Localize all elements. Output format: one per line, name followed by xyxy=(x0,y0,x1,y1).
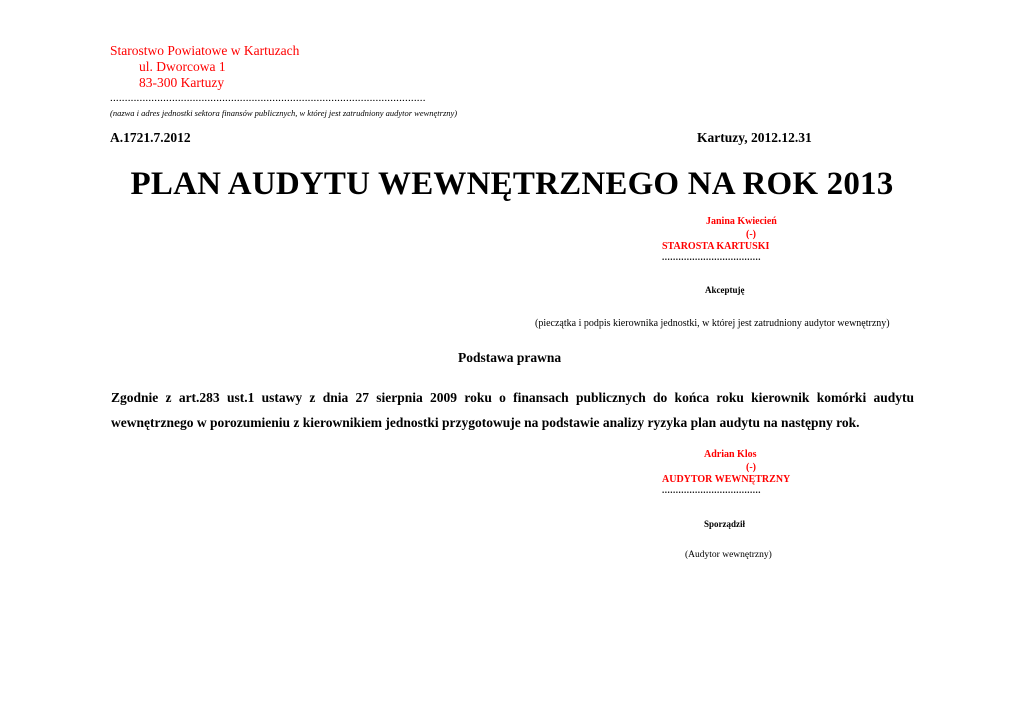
approval-label: Akceptuję xyxy=(705,285,745,295)
auditor-role: AUDYTOR WEWNĘTRZNY xyxy=(662,474,791,485)
institution-name: Starostwo Powiatowe w Kartuzach xyxy=(110,43,300,58)
approval-caption: (pieczątka i podpis kierownika jednostki, w której jest zatrudniony audytor wewnętrzny) xyxy=(535,318,890,329)
legal-basis-text: Zgodnie z art.283 ust.1 ustawy z dnia 27 sierpnia 2009 roku o finansach publicznych do końca roku kierownik komórki audytu wewnętrznego w porozumieniu z kierownikiem jednostki przygotowuje na podstawie analizy ryzyka plan audytu na następny rok. xyxy=(111,390,914,430)
auditor-dotted-line: .................................... xyxy=(662,485,761,495)
approver-name: Janina Kwiecień xyxy=(706,216,777,227)
prepared-caption: (Audytor wewnętrzny) xyxy=(685,550,772,560)
institution-postal: 83-300 Kartuzy xyxy=(139,75,225,90)
auditor-name: Adrian Klos xyxy=(704,449,757,460)
page-title: PLAN AUDYTU WEWNĘTRZNEGO NA ROK 2013 xyxy=(130,166,894,202)
approver-dotted-line: .................................... xyxy=(662,252,761,262)
reference-number: A.1721.7.2012 xyxy=(110,130,191,145)
legal-basis-heading: Podstawa prawna xyxy=(458,350,562,365)
address-dotted-line: ........................................................................................................... xyxy=(110,92,426,104)
approver-signature-mark: (-) xyxy=(746,229,756,240)
approver-role: STAROSTA KARTUSKI xyxy=(662,241,770,252)
address-note: (nazwa i adres jednostki sektora finansów publicznych, w której jest zatrudniony audytor wewnętrzny) xyxy=(110,108,458,118)
place-date: Kartuzy, 2012.12.31 xyxy=(697,130,812,145)
prepared-label: Sporządził xyxy=(704,519,746,529)
auditor-signature-mark: (-) xyxy=(746,462,756,473)
institution-street: ul. Dworcowa 1 xyxy=(139,59,226,74)
